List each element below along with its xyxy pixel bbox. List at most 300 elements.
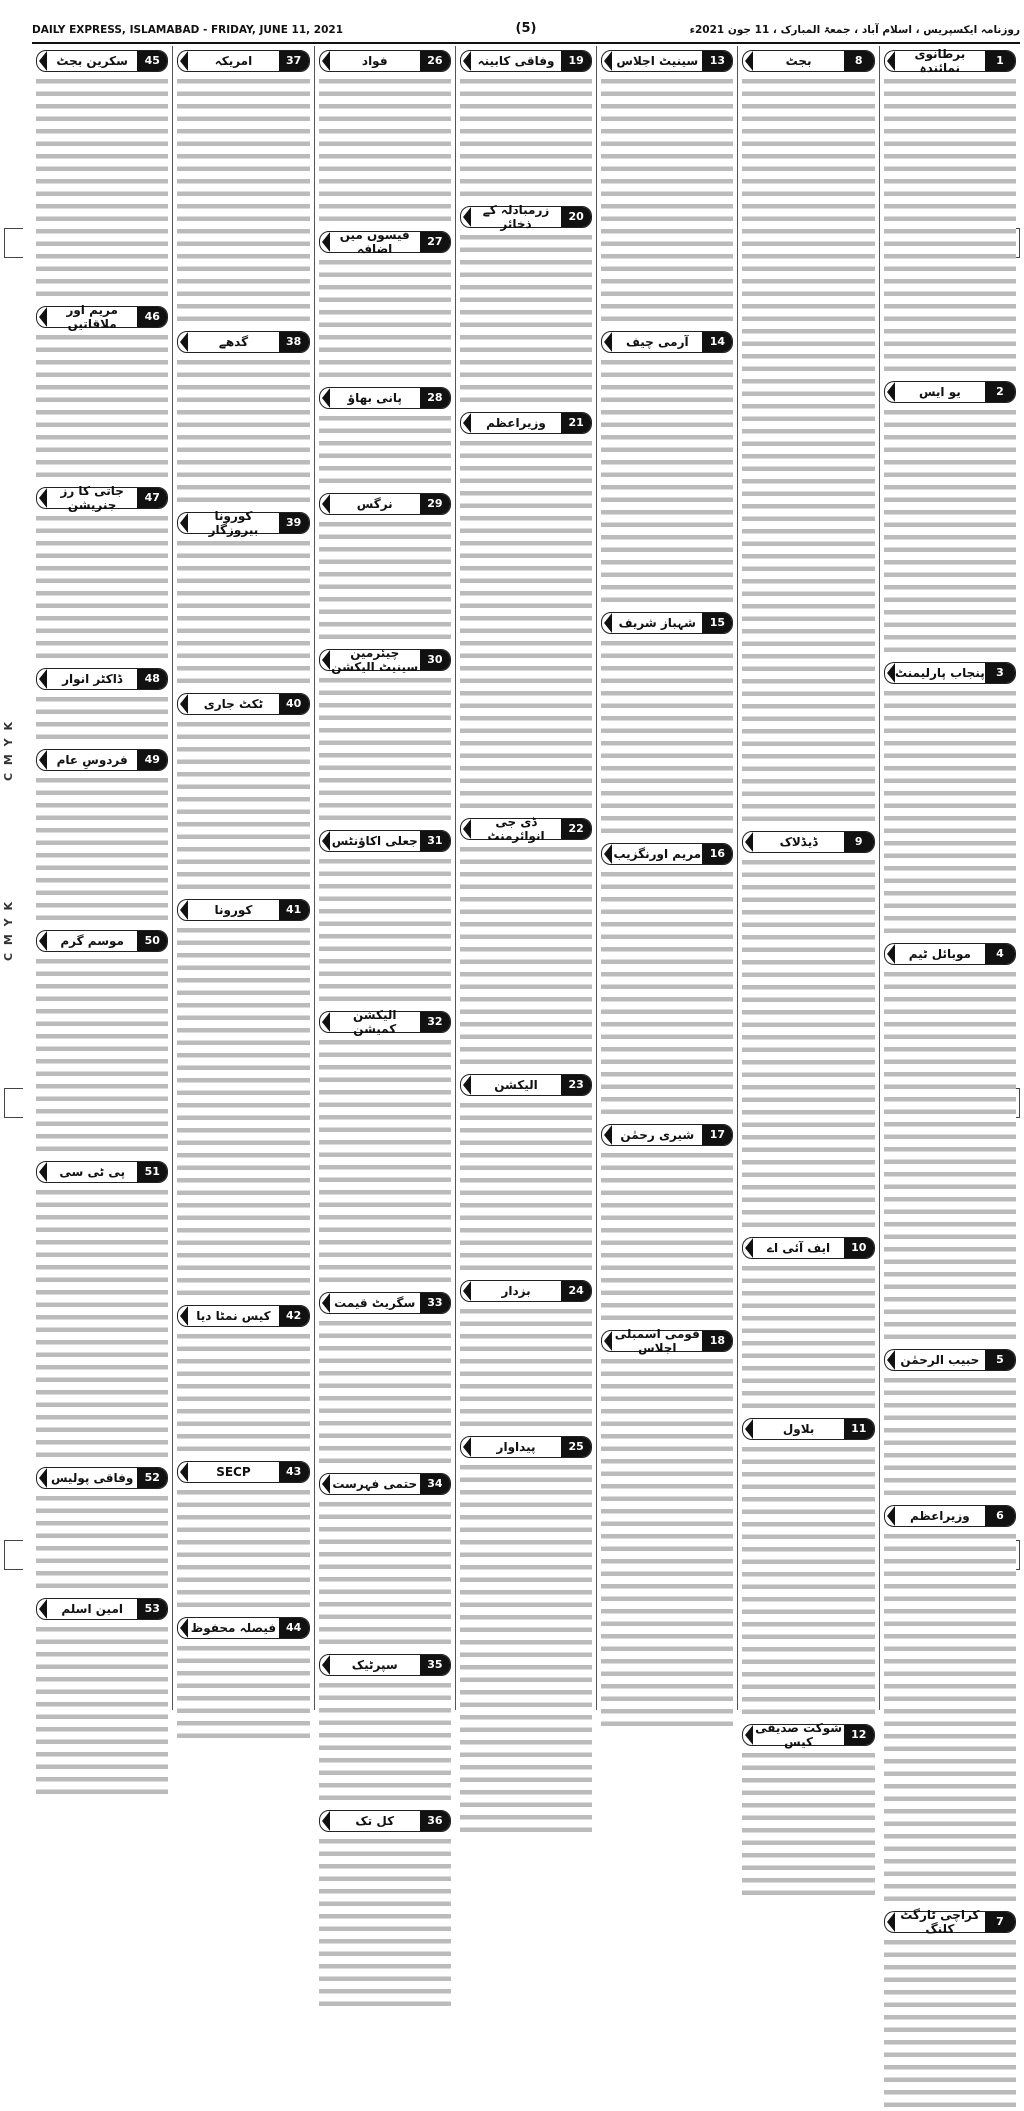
news-item-title: قومی اسمبلی اجلاس xyxy=(614,1327,700,1355)
column-3 xyxy=(596,46,737,1710)
news-item-heading xyxy=(884,381,1016,403)
arrow-icon xyxy=(604,1331,612,1351)
news-item-heading xyxy=(460,815,592,843)
news-item-number: 42 xyxy=(279,1306,309,1326)
news-item-title: کورونا xyxy=(214,903,253,917)
arrow-icon xyxy=(39,1599,47,1619)
news-item-body-text xyxy=(884,968,1016,1343)
news-item xyxy=(884,1505,1016,1905)
arrow-icon xyxy=(322,1811,330,1831)
news-item-title: بلاول xyxy=(782,1422,815,1436)
news-item-number: 48 xyxy=(137,669,167,689)
news-item-number: 9 xyxy=(844,832,874,852)
arrow-icon xyxy=(180,1462,188,1482)
arrow-icon xyxy=(322,1655,330,1675)
arrow-icon xyxy=(180,1618,188,1638)
news-item-heading xyxy=(36,1598,168,1620)
arrow-icon xyxy=(463,413,471,433)
news-item-heading xyxy=(319,1654,451,1676)
arrow-icon xyxy=(39,931,47,951)
news-item xyxy=(742,1418,874,1718)
news-item-body-text xyxy=(742,1443,874,1718)
news-item-number: 26 xyxy=(420,51,450,71)
news-item-number: 16 xyxy=(702,844,732,864)
arrow-icon xyxy=(463,207,471,227)
arrow-icon xyxy=(322,1012,330,1032)
news-item-number: 40 xyxy=(279,694,309,714)
news-item-heading xyxy=(460,1074,592,1096)
news-item xyxy=(36,930,168,1155)
news-item-body-text xyxy=(460,1099,592,1274)
news-item-title: فردوسِ عام xyxy=(56,753,128,767)
news-item-body-text xyxy=(36,512,168,662)
arrow-icon xyxy=(322,51,330,71)
news-item-heading xyxy=(884,1505,1016,1527)
news-item xyxy=(460,1280,592,1430)
news-item-heading xyxy=(319,646,451,674)
news-item-heading xyxy=(601,1327,733,1355)
news-item-number: 50 xyxy=(137,931,167,951)
news-item-title: شیری رحمٰن xyxy=(620,1128,695,1142)
news-item-title: حتمی فہرست xyxy=(332,1477,418,1491)
news-item-heading xyxy=(460,50,592,72)
news-item-body-text xyxy=(177,718,309,893)
news-item-title: ٹکٹ جاری xyxy=(203,697,264,711)
news-item-heading xyxy=(742,1237,874,1259)
news-item-heading xyxy=(177,1461,309,1483)
news-item-number: 33 xyxy=(420,1293,450,1313)
registration-mark-bottom-left xyxy=(4,1540,23,1570)
news-item-body-text xyxy=(601,1355,733,1730)
news-item-heading xyxy=(742,1418,874,1440)
news-item-number: 52 xyxy=(137,1468,167,1488)
arrow-icon xyxy=(604,844,612,864)
news-item xyxy=(460,1436,592,1836)
news-item xyxy=(742,1237,874,1412)
news-item-body-text xyxy=(177,1486,309,1611)
news-item-body-text xyxy=(884,1530,1016,1905)
arrow-icon xyxy=(322,232,330,252)
news-item xyxy=(460,50,592,200)
masthead xyxy=(32,20,1020,44)
news-item-body-text xyxy=(460,843,592,1068)
news-item-body-text xyxy=(177,924,309,1299)
news-item xyxy=(601,1327,733,1730)
arrow-icon xyxy=(463,1437,471,1457)
news-item-body-text xyxy=(319,1317,451,1467)
news-item-body-text xyxy=(319,75,451,225)
news-item xyxy=(884,1349,1016,1499)
news-item-body-text xyxy=(177,75,309,325)
news-item-body-text xyxy=(319,1835,451,2010)
news-item-number: 47 xyxy=(137,488,167,508)
news-item-title: امریکہ xyxy=(214,54,253,68)
news-item-title: مریم اورنگزیب xyxy=(613,847,702,861)
news-item-heading xyxy=(177,50,309,72)
news-item-title: الیکشن xyxy=(494,1078,538,1092)
masthead-english: DAILY EXPRESS, ISLAMABAD - FRIDAY, JUNE 11, 2021 xyxy=(32,24,343,36)
column-5 xyxy=(314,46,455,1828)
news-item xyxy=(884,943,1016,1343)
news-item-number: 34 xyxy=(420,1474,450,1494)
masthead-urdu: روزنامہ ایکسپریس ، اسلام آباد ، جمعۃ المبارک ، 11 جون 2021ء xyxy=(689,24,1020,36)
news-item-number: 11 xyxy=(844,1419,874,1439)
news-item-heading xyxy=(319,830,451,852)
news-item-body-text xyxy=(319,1036,451,1286)
arrow-icon xyxy=(887,51,895,71)
news-item-heading xyxy=(460,412,592,434)
news-item-heading xyxy=(36,303,168,331)
news-item-heading xyxy=(319,1292,451,1314)
news-item-title: کیس نمٹا دیا xyxy=(196,1309,271,1323)
news-item-heading xyxy=(177,899,309,921)
news-item-heading xyxy=(177,693,309,715)
news-item-number: 29 xyxy=(420,494,450,514)
news-item xyxy=(177,899,309,1299)
news-item-body-text xyxy=(460,437,592,812)
news-item-title: جاتی کا رز جنریشن xyxy=(60,484,124,512)
news-item xyxy=(177,1305,309,1455)
news-item-body-text xyxy=(319,518,451,643)
arrow-icon xyxy=(322,494,330,514)
news-item-body-text xyxy=(742,1749,874,1899)
news-item-title: نرگس xyxy=(356,497,393,511)
arrow-icon xyxy=(745,832,753,852)
news-item-number: 51 xyxy=(137,1162,167,1182)
news-item-number: 17 xyxy=(702,1125,732,1145)
news-item-heading xyxy=(319,228,451,256)
page-number: (5) xyxy=(515,21,537,36)
news-item-number: 49 xyxy=(137,750,167,770)
news-item xyxy=(742,50,874,825)
news-item-body-text xyxy=(601,75,733,325)
arrow-icon xyxy=(463,1281,471,1301)
news-item xyxy=(36,1467,168,1592)
news-item-number: 2 xyxy=(985,382,1015,402)
news-item-number: 19 xyxy=(561,51,591,71)
news-item-number: 44 xyxy=(279,1618,309,1638)
news-item-heading xyxy=(601,843,733,865)
news-item-title: موبائل ٹیم xyxy=(908,947,971,961)
news-item xyxy=(36,303,168,481)
news-item xyxy=(177,1617,309,1742)
news-item-body-text xyxy=(319,1498,451,1648)
news-item-body-text xyxy=(177,356,309,506)
arrow-icon xyxy=(39,51,47,71)
news-item-number: 3 xyxy=(985,663,1015,683)
news-item-title: کراچی ٹارگٹ کلنگ xyxy=(900,1908,980,1936)
news-item-title: الیکشن کمیشن xyxy=(352,1008,397,1036)
arrow-icon xyxy=(604,332,612,352)
news-item-body-text xyxy=(601,868,733,1118)
news-item-number: 13 xyxy=(702,51,732,71)
news-item-heading xyxy=(319,493,451,515)
arrow-icon xyxy=(180,513,188,533)
news-item-number: 7 xyxy=(985,1912,1015,1932)
arrow-icon xyxy=(604,51,612,71)
news-item-heading xyxy=(36,1467,168,1489)
news-item-number: 25 xyxy=(561,1437,591,1457)
news-item-title: حبیب الرحمٰن xyxy=(900,1353,980,1367)
news-item-number: 22 xyxy=(561,819,591,839)
news-item-title: ڈیڈلاک xyxy=(779,835,818,849)
registration-mark-top-left xyxy=(4,228,23,258)
news-item-number: 10 xyxy=(844,1238,874,1258)
news-item-title: کل تک xyxy=(355,1814,395,1828)
news-item-body-text xyxy=(319,256,451,381)
arrow-icon xyxy=(745,1725,753,1745)
news-item-body-text xyxy=(36,331,168,481)
news-item xyxy=(742,1721,874,1899)
news-item-heading xyxy=(601,612,733,634)
news-item-number: 18 xyxy=(702,1331,732,1351)
arrow-icon xyxy=(322,1293,330,1313)
news-item-heading xyxy=(319,1810,451,1832)
newspaper-page xyxy=(32,20,1020,1936)
news-item xyxy=(177,331,309,506)
news-item-number: 39 xyxy=(279,513,309,533)
news-item-body-text xyxy=(36,75,168,300)
news-item-number: 1 xyxy=(985,51,1015,71)
news-item-title: آرمی چیف xyxy=(625,335,689,349)
news-item-number: 4 xyxy=(985,944,1015,964)
arrow-icon xyxy=(463,819,471,839)
news-item-body-text xyxy=(177,1330,309,1455)
news-item-title: فواد xyxy=(361,54,388,68)
news-item xyxy=(36,668,168,743)
arrow-icon xyxy=(39,307,47,327)
news-item xyxy=(36,1598,168,1798)
arrow-icon xyxy=(322,388,330,408)
news-item-number: 46 xyxy=(137,307,167,327)
news-item-title: شہباز شریف xyxy=(618,616,696,630)
news-item-title: مریم اور ملاقاتیں xyxy=(66,303,118,331)
news-item-heading xyxy=(36,1161,168,1183)
news-item-title: شوکت صدیقی کیس xyxy=(755,1721,843,1749)
arrow-icon xyxy=(887,1350,895,1370)
arrow-icon xyxy=(180,51,188,71)
news-item-body-text xyxy=(177,1642,309,1742)
news-item-heading xyxy=(460,203,592,231)
news-item-heading xyxy=(884,1349,1016,1371)
arrow-icon xyxy=(887,663,895,683)
news-item-body-text xyxy=(36,1492,168,1592)
news-item-title: فیصلہ محفوظ xyxy=(190,1621,277,1635)
news-item-heading xyxy=(36,749,168,771)
news-item xyxy=(460,412,592,812)
news-item-body-text xyxy=(742,75,874,825)
registration-mark-mid-left xyxy=(4,1088,23,1118)
column-4 xyxy=(455,46,596,1710)
news-item-number: 37 xyxy=(279,51,309,71)
cmyk-label-lower: C M Y K xyxy=(2,900,15,961)
news-item-number: 30 xyxy=(420,650,450,670)
news-item-heading xyxy=(601,331,733,353)
news-item xyxy=(319,50,451,225)
news-item xyxy=(884,47,1016,375)
news-item-heading xyxy=(177,1305,309,1327)
news-item-number: 38 xyxy=(279,332,309,352)
news-item-body-text xyxy=(884,1936,1016,2111)
news-item-heading xyxy=(460,1280,592,1302)
news-item-title: سکرین بجٹ xyxy=(56,54,128,68)
news-item-title: سگریٹ قیمت xyxy=(334,1296,416,1310)
news-item-title: موسم گرم xyxy=(60,934,124,948)
news-item xyxy=(742,831,874,1231)
news-item-title: فیسوں میں اضافہ xyxy=(339,228,410,256)
news-item-number: 41 xyxy=(279,900,309,920)
news-item-body-text xyxy=(460,231,592,406)
news-item-heading xyxy=(884,1908,1016,1936)
news-item-body-text xyxy=(601,356,733,606)
news-item xyxy=(319,1654,451,1804)
news-item-number: 31 xyxy=(420,831,450,851)
news-item xyxy=(601,1124,733,1324)
news-item-title: وزیراعظم xyxy=(909,1509,970,1523)
news-item-heading xyxy=(177,331,309,353)
news-item-number: 23 xyxy=(561,1075,591,1095)
news-item-title: وزیراعظم xyxy=(486,416,546,430)
news-item xyxy=(319,646,451,824)
news-item-number: 36 xyxy=(420,1811,450,1831)
news-item xyxy=(460,815,592,1068)
news-item-heading xyxy=(177,509,309,537)
news-item-title: زرمبادلہ کے ذخائر xyxy=(482,203,550,231)
news-item-title: SECP xyxy=(216,1465,251,1479)
news-item xyxy=(177,509,309,687)
news-item-body-text xyxy=(36,1186,168,1461)
news-item xyxy=(460,1074,592,1274)
news-item-title: سینیٹ اجلاس xyxy=(616,54,699,68)
news-item xyxy=(177,50,309,325)
news-item-number: 6 xyxy=(985,1506,1015,1526)
news-item-heading xyxy=(884,943,1016,965)
news-item-number: 28 xyxy=(420,388,450,408)
news-item xyxy=(601,331,733,606)
news-item-title: یو ایس xyxy=(918,385,961,399)
arrow-icon xyxy=(322,650,330,670)
news-item-title: برطانوی نمائندہ xyxy=(914,47,966,75)
news-item xyxy=(319,1008,451,1286)
arrow-icon xyxy=(322,831,330,851)
news-item-title: سپرٹیک xyxy=(351,1658,398,1672)
news-item-body-text xyxy=(460,75,592,200)
column-2 xyxy=(737,46,878,1749)
news-item-body-text xyxy=(36,693,168,743)
news-item xyxy=(319,387,451,487)
arrow-icon xyxy=(322,1474,330,1494)
arrow-icon xyxy=(887,1506,895,1526)
news-item-body-text xyxy=(742,856,874,1231)
arrow-icon xyxy=(39,1468,47,1488)
news-item-heading xyxy=(36,930,168,952)
news-item xyxy=(884,662,1016,937)
news-item-heading xyxy=(601,50,733,72)
news-item-title: بزدار xyxy=(501,1284,531,1298)
news-item-body-text xyxy=(319,855,451,1005)
news-item-number: 15 xyxy=(702,613,732,633)
arrow-icon xyxy=(180,332,188,352)
news-item-heading xyxy=(319,387,451,409)
news-item-body-text xyxy=(319,412,451,487)
news-item-heading xyxy=(36,484,168,512)
news-item-body-text xyxy=(36,955,168,1155)
news-item-heading xyxy=(884,662,1016,684)
arrow-icon xyxy=(180,900,188,920)
cmyk-label-upper: C M Y K xyxy=(2,720,15,781)
news-item xyxy=(601,843,733,1118)
news-item-title: امین اسلم xyxy=(61,1602,123,1616)
news-item-body-text xyxy=(884,406,1016,656)
arrow-icon xyxy=(463,1075,471,1095)
news-item-title: جعلی اکاؤنٹس xyxy=(331,834,418,848)
arrow-icon xyxy=(745,1238,753,1258)
news-item-heading xyxy=(742,831,874,853)
news-item xyxy=(36,749,168,924)
news-item-body-text xyxy=(601,1149,733,1324)
news-item-body-text xyxy=(884,1374,1016,1499)
news-item-body-text xyxy=(742,1262,874,1412)
news-item xyxy=(36,50,168,300)
news-item-title: بجٹ xyxy=(785,54,812,68)
news-item-number: 14 xyxy=(702,332,732,352)
news-item-heading xyxy=(460,1436,592,1458)
column-7 xyxy=(32,46,172,1710)
news-item-heading xyxy=(319,1473,451,1495)
news-item-title: وفاقی پولیس xyxy=(50,1471,134,1485)
news-item-body-text xyxy=(884,687,1016,937)
news-item-heading xyxy=(319,1008,451,1036)
news-item xyxy=(319,1292,451,1467)
news-item-number: 53 xyxy=(137,1599,167,1619)
news-item-title: پی ٹی سی xyxy=(59,1165,125,1179)
news-item-number: 5 xyxy=(985,1350,1015,1370)
news-item-title: ڈاکٹر انوار xyxy=(62,672,123,686)
news-item-number: 35 xyxy=(420,1655,450,1675)
news-item-heading xyxy=(742,50,874,72)
news-item xyxy=(319,830,451,1005)
news-item-title: ایف آئی اے xyxy=(766,1241,831,1255)
news-item xyxy=(319,1810,451,2010)
column-1 xyxy=(879,46,1020,1936)
news-item-number: 27 xyxy=(420,232,450,252)
news-item-number: 8 xyxy=(844,51,874,71)
arrow-icon xyxy=(604,613,612,633)
news-item-heading xyxy=(36,50,168,72)
news-item-title: کورونا بیروزگار xyxy=(208,509,259,537)
column-6 xyxy=(172,46,313,1710)
news-item-number: 45 xyxy=(137,51,167,71)
news-item-heading xyxy=(884,47,1016,75)
news-item-heading xyxy=(601,1124,733,1146)
news-item-number: 43 xyxy=(279,1462,309,1482)
news-item xyxy=(601,50,733,325)
news-item-title: ڈی جی انوائرمنٹ xyxy=(487,815,545,843)
news-item xyxy=(460,203,592,406)
news-item xyxy=(884,1908,1016,2111)
news-item-heading xyxy=(742,1721,874,1749)
news-item-number: 24 xyxy=(561,1281,591,1301)
news-item xyxy=(319,228,451,381)
arrow-icon xyxy=(745,1419,753,1439)
news-item xyxy=(601,612,733,837)
arrow-icon xyxy=(180,1306,188,1326)
news-item xyxy=(319,493,451,643)
news-item-body-text xyxy=(36,774,168,924)
news-item-number: 20 xyxy=(561,207,591,227)
arrow-icon xyxy=(39,669,47,689)
arrow-icon xyxy=(463,51,471,71)
